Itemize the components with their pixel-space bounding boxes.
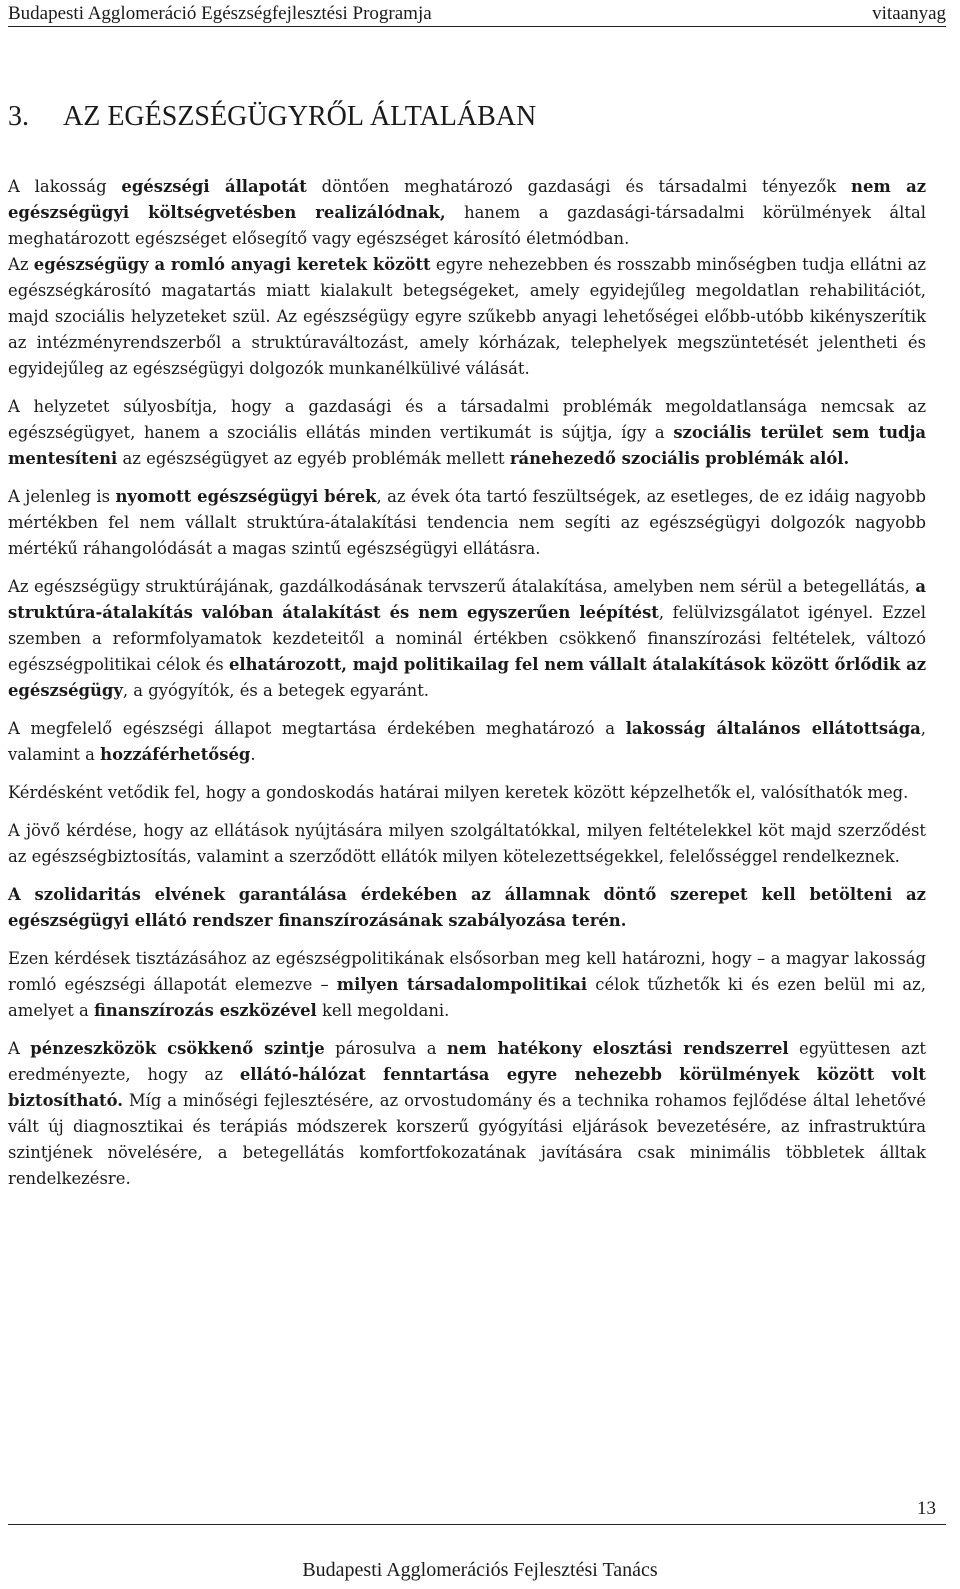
bold-text: egészségügy a romló anyagi keretek között <box>33 255 431 274</box>
text-run: A helyzetet súlyosbítja, hogy a gazdasági és a társadalmi problémák megoldatlansága nemcsak az egészségügyet, hanem a szociális ellátás minden vertikumát is sújtja, így a <box>8 397 926 442</box>
text-run: A jövő kérdése, hogy az ellátások nyújtására milyen szolgáltatókkal, milyen feltételekkel köt majd szerződést az egészségbiztosítás, valamint a szerződött ellátók milyen kötelezettségekkel, felelősséggel rendelkeznek. <box>8 821 926 866</box>
bold-text: egészségi állapotát <box>121 177 307 196</box>
bold-text: nem hatékony elosztási rendszerrel <box>446 1039 789 1058</box>
header-title: Budapesti Agglomeráció Egészségfejlesztési Programja <box>8 3 432 24</box>
header-label: vitaanyag <box>872 3 946 24</box>
paragraph <box>8 946 926 1024</box>
bold-text: A szolidaritás elvének garantálása érdekében az államnak döntő szerepet kell betölteni az egészségügyi ellátó rendszer finanszírozásának szabályozása terén. <box>8 885 926 930</box>
bold-text: ellátó-hálózat fenntartása egyre nehezebb körülmények között volt biztosítható. <box>8 1065 926 1110</box>
paragraph <box>8 484 926 562</box>
bold-text: nem az egészségügyi költségvetésben realizálódnak, <box>8 177 926 222</box>
bold-text: hozzáférhetőség <box>100 745 251 764</box>
paragraph <box>8 716 926 768</box>
bold-text: nyomott egészségügyi bérek <box>115 487 377 506</box>
paragraph <box>8 394 926 472</box>
text-run: A jelenleg is <box>8 487 116 506</box>
text-run: célok tűzhetők ki és ezen belül mi az, amelyet a <box>8 975 926 1020</box>
bold-text: ránehezedő szociális problémák alól. <box>509 449 850 468</box>
paragraph <box>8 818 926 870</box>
text-run: . <box>250 745 256 764</box>
bold-text: lakosság általános ellátottsága <box>625 719 921 738</box>
text-run: A <box>8 1039 31 1058</box>
paragraph <box>8 1036 926 1192</box>
chapter-heading <box>8 97 536 137</box>
text-run: A lakosság <box>8 177 122 196</box>
chapter-number: 3. <box>8 101 29 132</box>
text-run: Míg a minőségi fejlesztésére, az orvostudomány és a technika rohamos fejlődése által lehetővé vált új diagnosztikai és terápiás módszerek korszerű gyógyítási eljárások bevezetésére, az infrastruktúra szintjének növelésére, a betegellátás komfortfokozatának javítására csak minimális többletek álltak rendelkezésre. <box>8 1091 926 1188</box>
text-run: , az évek óta tartó feszültségek, az esetleges, de ez idáig nagyobb mértékben fel nem vállalt struktúra-átalakítási tendencia nem segíti az egészségügyi dolgozók nagyobb mértékű ráhangolódását a magas szintű egészségügyi ellátásra. <box>8 487 926 558</box>
text-run: párosulva a <box>324 1039 447 1058</box>
text-run: hanem a gazdasági-társadalmi körülmények által meghatározott egészséget elősegítő vagy egészséget károsító életmódban. <box>8 203 927 248</box>
text-run: kell megoldani. <box>316 1001 450 1020</box>
text-run: Kérdésként vetődik fel, hogy a gondoskodás határai milyen keretek között képzelhetők el, valósíthatók meg. <box>8 783 909 802</box>
bold-text: milyen társadalompolitikai <box>336 975 588 994</box>
text-run: , valamint a <box>8 719 926 764</box>
body-text <box>8 174 926 1204</box>
bold-text: a struktúra-átalakítás valóban átalakítást és nem egyszerűen leépítést <box>8 577 926 622</box>
bold-text: elhatározott, majd politikailag fel nem vállalt átalakítások között őrlődik az egészségügy <box>8 655 927 700</box>
footer-divider <box>8 1524 946 1525</box>
text-run: együttesen azt eredményezte, hogy az <box>8 1039 926 1084</box>
running-header <box>8 2 946 27</box>
bold-text: finanszírozás eszközével <box>94 1001 317 1020</box>
paragraph <box>8 882 926 934</box>
paragraph <box>8 174 926 252</box>
text-run: A megfelelő egészségi állapot megtartása érdekében meghatározó a <box>8 719 626 738</box>
page-number: 13 <box>917 1498 936 1519</box>
text-run: Ezen kérdések tisztázásához az egészségpolitikának elsősorban meg kell határozni, hogy – a magyar lakosság romló egészségi állapotát elemezve – <box>8 949 926 994</box>
text-run: Az egészségügy struktúrájának, gazdálkodásának tervszerű átalakítása, amelyben nem sérül a betegellátás, <box>8 577 916 596</box>
text-run: az egészségügyet az egyéb problémák mellett <box>117 449 510 468</box>
paragraph <box>8 574 926 704</box>
text-run: Az <box>8 255 34 274</box>
text-run: döntően meghatározó gazdasági és társadalmi tényezők <box>306 177 852 196</box>
paragraph <box>8 780 926 806</box>
text-run: , a gyógyítók, és a betegek egyaránt. <box>122 681 429 700</box>
footer-text: Budapesti Agglomerációs Fejlesztési Tanács <box>302 1559 658 1581</box>
bold-text: pénzeszközök csökkenő szintje <box>30 1039 325 1058</box>
text-run: , felülvizsgálatot igényel. Ezzel szemben a reformfolyamatok kezdeteitől a nominál értékben csökkenő finanszírozási feltételek, változó egészségpolitikai célok és <box>8 603 926 674</box>
chapter-title: AZ EGÉSZSÉGÜGYRŐL ÁLTALÁBAN <box>63 101 537 132</box>
bold-text: szociális terület sem tudja mentesíteni <box>8 423 926 468</box>
text-run: egyre nehezebben és rosszabb minőségben tudja ellátni az egészségkárosító magatartás miatt kialakult betegségeket, amely egyidejűleg megoldatlan rehabilitációt, majd szociális helyzeteket szül. Az egészségügy egyre szűkebb anyagi lehetőségei előbb-utóbb kikényszerítik az intézményrendszerből a struktúraváltozást, amely kórházak, telephelyek megszüntetését jelentheti és egyidejűleg az egészségügyi dolgozók munkanélkülivé válását. <box>8 255 926 378</box>
paragraph <box>8 252 926 382</box>
